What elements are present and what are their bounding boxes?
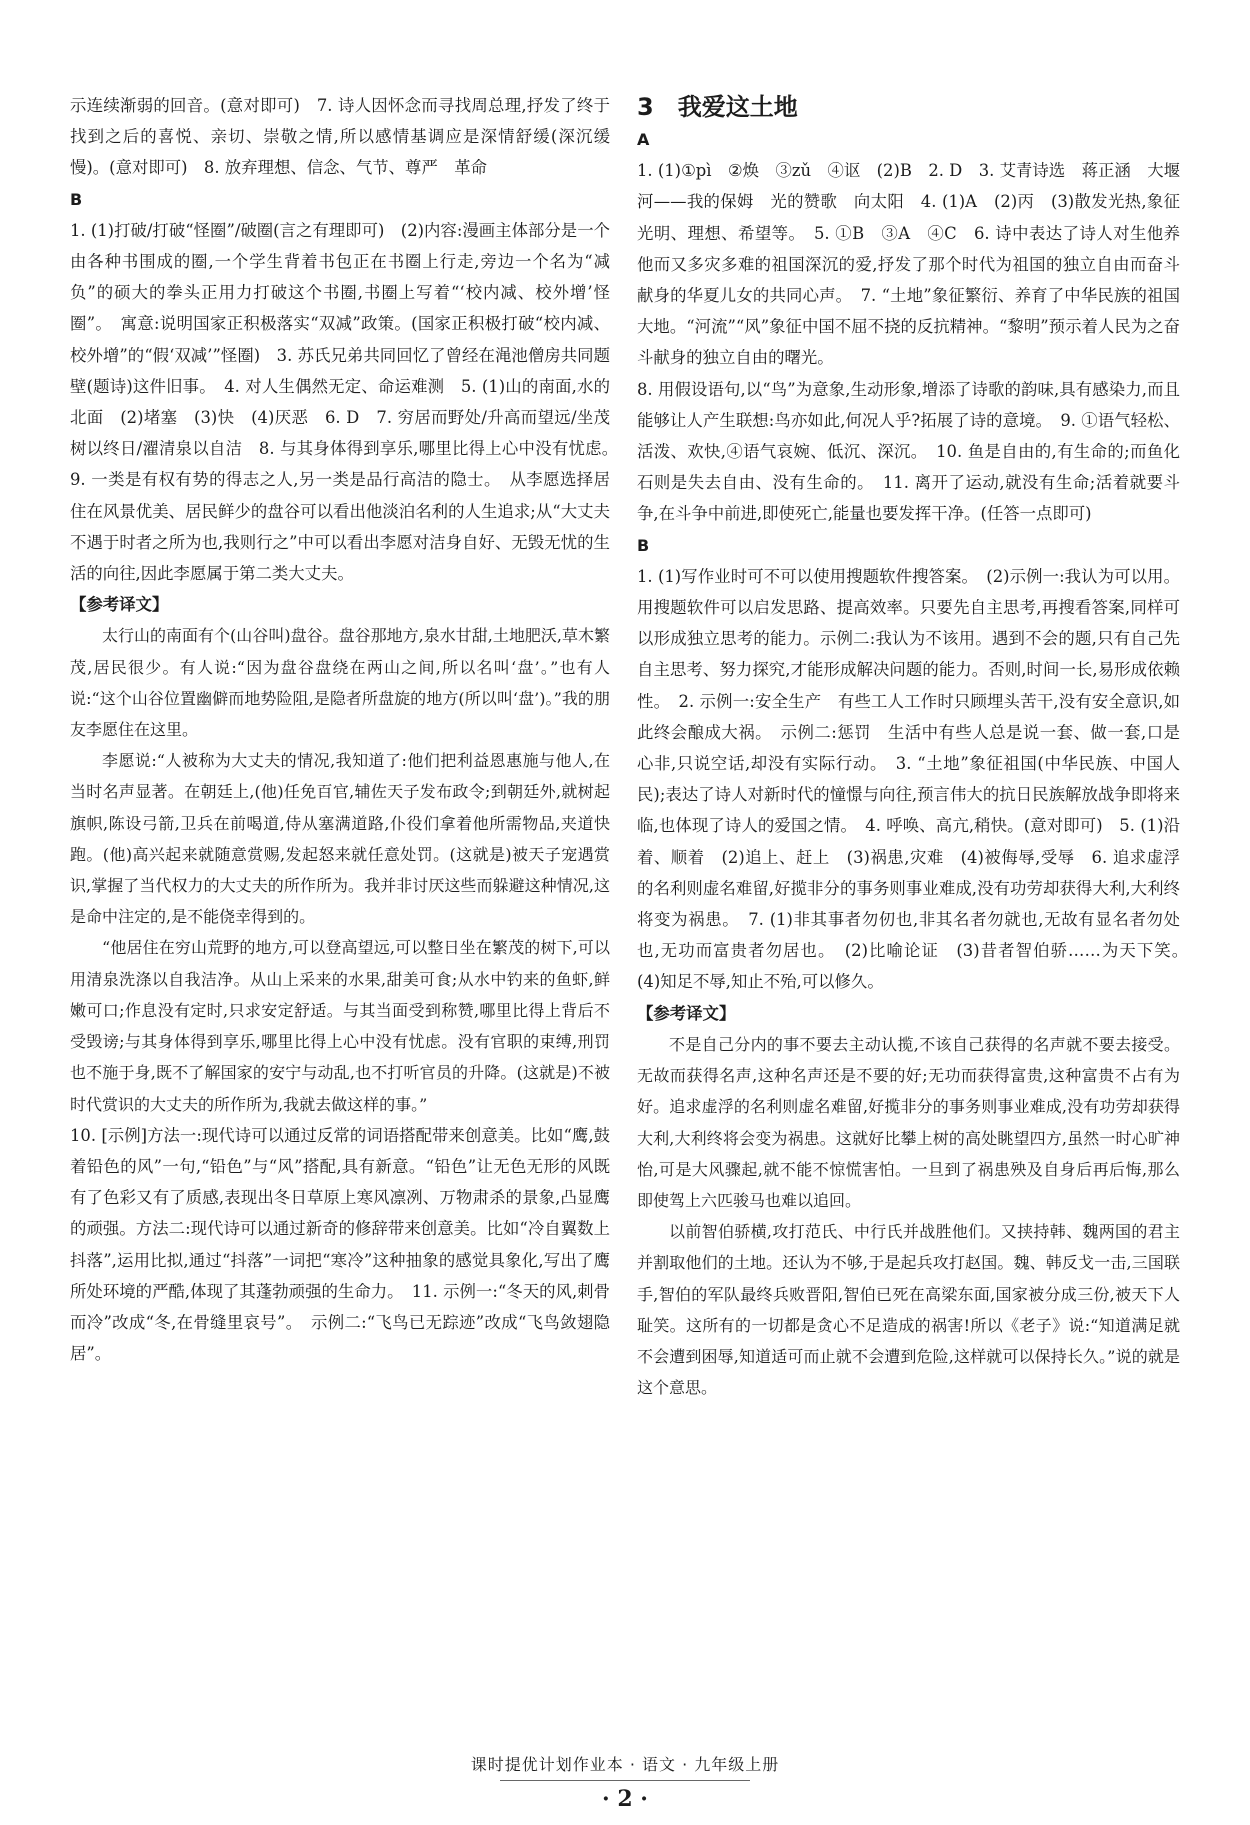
lesson-title: 3 我爱这土地 — [637, 93, 798, 121]
answers-10-11: 10. [示例]方法一:现代诗可以通过反常的词语搭配带来创意美。比如“鹰,鼓着铅色的风”一句,“铅色”与“风”搭配,具有新意。“铅色”让无色无形的风既有了色彩又有了质感,表现出冬日草原上寒风凛冽、万物肃杀的景象,凸显鹰的顽强。方法二:现代诗可以通过新奇的修辞带来创意美。比如“冷自翼数上抖落”,运用比拟,通过“抖落”一词把“寒冷”这种抽象的感觉具象化,写出了鹰所处环境的严酷,体现了其蓬勃顽强的生命力。 11. 示例一:“冬天的风,刺骨而冷”改成“冬,在骨缝里哀号”。 示例二:“飞鸟已无踪迹”改成“飞鸟敛翅隐居”。 — [70, 1125, 610, 1364]
right-column — [637, 90, 1197, 1403]
reference-translation-heading: 【参考译文】 — [637, 1003, 736, 1023]
section-b-heading: B — [70, 189, 83, 209]
footer-book-title: 课时提优计划作业本 · 语文 · 九年级上册 — [470, 1755, 780, 1774]
section-b-answers: 1. (1)写作业时可不可以使用搜题软件搜答案。 (2)示例一:我认为可以用。用搜题软件可以启发思路、提高效率。只要先自主思考,再搜看答案,同样可以形成独立思考的能力。示例二:我认为不该用。遇到不会的题,只有自己先自主思考、努力探究,才能形成解决问题的能力。否则,时间一长,易形成依赖性。 2. 示例一:安全生产 有些工人工作时只顾埋头苦干,没有安全意识,如此终会酿成大祸。 示例二:惩罚 生活中有些人总是说一套、做一套,口是心非,只说空话,却没有实际行动。 3. “土地”象征祖国(中华民族、中国人民);表达了诗人对新时代的憧憬与向往,预言伟大的抗日民族解放战争即将来临,也体现了诗人的爱国之情。 4. 呼唤、高亢,稍快。(意对即可) 5. (1)沿着、顺着 (2)追上、赶上 (3)祸患,灾难 (4)被侮辱,受辱 6. 追求虚浮的名利则虚名难留,好揽非分的事务则事业难成,没有功劳却获得大利,大利终将变为祸患。 7. (1)非其事者勿仞也,非其名者勿就也,无故有显名者勿处也,无功而富贵者勿居也。 (2)比喻论证 (3)昔者智伯骄……为天下笑。 (4)知足不辱,知止不殆,可以修久。 — [637, 566, 1197, 992]
translation-paragraph: 太行山的南面有个(山谷叫)盘谷。盘谷那地方,泉水甘甜,土地肥沃,草木繁茂,居民很少。有人说:“因为盘谷盘绕在两山之间,所以名叫‘盘’。”也有人说:“这个山谷位置幽僻而地势险阻,是隐者所盘旋的地方(所以叫‘盘’)。”我的朋友李愿住在这里。 — [70, 626, 610, 740]
page-number: · 2 · — [602, 1786, 648, 1812]
left-column — [70, 90, 627, 1369]
reference-translation-heading: 【参考译文】 — [70, 595, 169, 615]
translation-paragraph: “他居住在穷山荒野的地方,可以登高望远,可以整日坐在繁茂的树下,可以用清泉洗涤以自我洁净。从山上采来的水果,甜美可食;从水中钓来的鱼虾,鲜嫩可口;作息没有定时,只求安定舒适。与其当面受到称赞,哪里比得上背后不受毁谤;与其身体得到享乐,哪里比得上心中没有忧虑。没有官职的束缚,刑罚也不施于身,既不了解国家的安宁与动乱,也不打听官员的升降。(这就是)不被时代赏识的大丈夫的所作所为,我就去做这样的事。” — [70, 938, 610, 1114]
translation-paragraph: 以前智伯骄横,攻打范氏、中行氏并战胜他们。又挟持韩、魏两国的君主并割取他们的土地。还认为不够,于是起兵攻打赵国。魏、韩反戈一击,三国联手,智伯的军队最终兵败晋阳,智伯已死在高梁东面,国家被分成三份,被天下人耻笑。这所有的一切都是贪心不足造成的祸害!所以《老子》说:“知道满足就不会遭到困辱,知道适可而止就不会遭到危险,这样就可以保持长久。”说的就是这个意思。 — [637, 1222, 1180, 1398]
section-a-heading: A — [637, 130, 650, 149]
section-b-heading: B — [637, 535, 650, 555]
section-b-answers: 1. (1)打破/打破“怪圈”/破圈(言之有理即可) (2)内容:漫画主体部分是一个由各种书围成的圈,一个学生背着书包正在书圈上行走,旁边一个名为“减负”的硕大的拳头正用力打破这个书圈,书圈上写着“‘校内减、校外增’怪圈”。 寓意:说明国家正积极落实“双减”政策。(国家正积极打破“校内减、校外增”的“假‘双减’”怪圈) 3. 苏氏兄弟共同回忆了曾经在渑池僧房共同题壁(题诗)这件旧事。 4. 对人生偶然无定、命运难测 5. (1)山的南面,水的北面 (2)堵塞 (3)快 (4)厌恶 6. D 7. 穷居而野处/升高而望远/坐茂树以终日/濯清泉以自洁 8. 与其身体得到享乐,哪里比得上心中没有忧虑。 9. 一类是有权有势的得志之人,另一类是品行高洁的隐士。 从李愿选择居住在风景优美、居民鲜少的盘谷可以看出他淡泊名利的人生追求;从“大丈夫不遇于时者之所为也,我则行之”中可以看出李愿对洁身自好、无毁无忧的生活的向往,因此李愿属于第二类大丈夫。 — [70, 220, 627, 584]
answer-paragraph-continued: 示连续渐弱的回音。(意对即可) 7. 诗人因怀念而寻找周总理,抒发了终于找到之后的喜悦、亲切、崇敬之情,所以感情基调应是深情舒缓(深沉缓慢)。(意对即可) 8. 放弃理想、信念、气节、尊严 革命 — [70, 96, 610, 178]
footer-rule — [500, 1780, 750, 1781]
section-a-answers-continued: 8. 用假设语句,以“鸟”为意象,生动形象,增添了诗歌的韵味,具有感染力,而且能够让人产生联想:鸟亦如此,何况人乎?拓展了诗的意境。 9. ①语气轻松、活泼、欢快,④语气哀婉、低沉、深沉。 10. 鱼是自由的,有生命的;而鱼化石则是失去自由、没有生命的。 11. 离开了运动,就没有生命;活着就要斗争,在斗争中前进,即使死亡,能量也要发挥干净。(任答一点即可) — [637, 379, 1180, 524]
section-a-answers: 1. (1)①pì ②焕 ③zǔ ④讴 (2)B 2. D 3. 艾青诗选 蒋正涵 大堰河——我的保姆 光的赞歌 向太阳 4. (1)A (2)丙 (3)散发光热,象征光明、理想、希望等。 5. ①B ③A ④C 6. 诗中表达了诗人对生他养他而又多灾多难的祖国深沉的爱,抒发了那个时代为祖国的独立自由而奋斗献身的华夏儿女的共同心声。 7. “土地”象征繁衍、养育了中华民族的祖国大地。“河流”“风”象征中国不屈不挠的反抗精神。“黎明”预示着人民为之奋斗献身的独立自由的曙光。 — [637, 161, 1180, 368]
column-divider — [623, 90, 624, 1730]
translation-paragraph: 李愿说:“人被称为大丈夫的情况,我知道了:他们把利益恩惠施与他人,在当时名声显著。在朝廷上,(他)任免百官,辅佐天子发布政令;到朝廷外,就树起旗帜,陈设弓箭,卫兵在前喝道,侍从塞满道路,仆役们拿着他所需物品,夹道快跑。(他)高兴起来就随意赏赐,发起怒来就任意处罚。(这就是)被天子宠遇赏识,掌握了当代权力的大丈夫的所作所为。我并非讨厌这些而躲避这种情况,这是命中注定的,是不能侥幸得到的。 — [70, 751, 610, 927]
translation-paragraph: 不是自己分内的事不要去主动认揽,不该自己获得的名声就不要去接受。无故而获得名声,这种名声还是不要的好;无功而获得富贵,这种富贵不占有为好。追求虚浮的名利则虚名难留,好揽非分的事务则事业难成,没有功劳却获得大利,大利终将会变为祸患。这就好比攀上树的高处眺望四方,虽然一时心旷神怡,可是大风骤起,就不能不惊慌害怕。一旦到了祸患殃及自身后再后悔,那么即使驾上六匹骏马也难以追回。 — [637, 1034, 1180, 1210]
